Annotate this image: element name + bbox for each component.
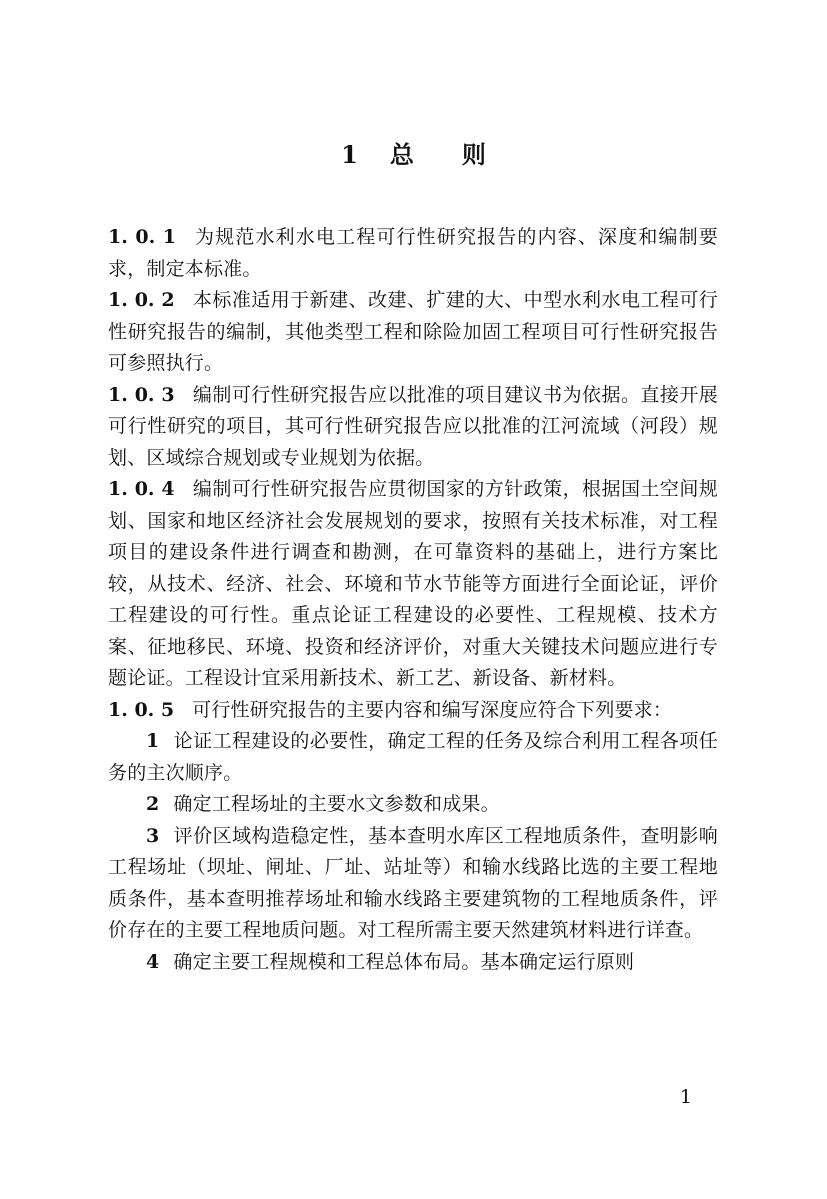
- chapter-title-part2: 则: [461, 140, 486, 169]
- item-text: 论证工程建设的必要性，确定工程的任务及综合利用工程各项任务的主次顺序。: [108, 730, 718, 784]
- list-item-4: [108, 947, 718, 979]
- list-item-3: [108, 821, 718, 947]
- clause-1-0-1: [108, 222, 718, 285]
- clause-number: 1. 0. 5: [108, 698, 175, 721]
- clause-1-0-3: [108, 380, 718, 475]
- clause-1-0-4: [108, 474, 718, 695]
- clause-number: 1. 0. 2: [108, 289, 175, 311]
- item-text: 评价区域构造稳定性，基本查明水库区工程地质条件，查明影响工程场址（坝址、闸址、厂址、站址等）和输水线路比选的主要工程地质条件，基本查明推荐场址和输水线路主要建筑物的工程地质条件，评价存在的主要工程地质问题。对工程所需主要天然建筑材料进行详查。: [108, 824, 718, 941]
- item-text: 确定主要工程规模和工程总体布局。基本确定运行原则: [173, 950, 635, 973]
- list-item-1: [108, 726, 718, 789]
- clause-text: 本标准适用于新建、改建、扩建的大、中型水利水电工程可行性研究报告的编制，其他类型工程和除险加固工程项目可行性研究报告可参照执行。: [108, 289, 718, 374]
- item-number: 3: [146, 824, 160, 847]
- clause-1-0-5: [108, 695, 718, 727]
- clause-text: 可行性研究报告的主要内容和编写深度应符合下列要求：: [192, 698, 673, 721]
- chapter-title-part1: 总: [389, 140, 414, 169]
- clause-number: 1. 0. 1: [108, 226, 177, 248]
- clause-number: 1. 0. 3: [108, 383, 175, 406]
- clause-text: 编制可行性研究报告应以批准的项目建议书为依据。直接开展可行性研究的项目，其可行性研究报告应以批准的江河流域（河段）规划、区域综合规划或专业规划为依据。: [108, 383, 718, 469]
- list-item-2: [108, 789, 718, 821]
- clause-number: 1. 0. 4: [108, 478, 175, 500]
- clause-text: 为规范水利水电工程可行性研究报告的内容、深度和编制要求，制定本标准。: [108, 226, 718, 280]
- clause-text: 编制可行性研究报告应贯彻国家的方针政策，根据国土空间规划、国家和地区经济社会发展规划的要求，按照有关技术标准，对工程项目的建设条件进行调查和勘测，在可靠资料的基础上，进行方案比较，从技术、经济、社会、环境和节水节能等方面进行全面论证，评价工程建设的可行性。重点论证工程建设的必要性、工程规模、技术方案、征地移民、环境、投资和经济评价，对重大关键技术问题应进行专题论证。工程设计宜采用新技术、新工艺、新设备、新材料。: [108, 478, 718, 689]
- chapter-title: [0, 138, 827, 172]
- item-number: 1: [146, 730, 160, 752]
- document-body: [108, 222, 718, 978]
- item-number: 2: [146, 793, 160, 815]
- chapter-number: 1: [341, 140, 358, 169]
- item-text: 确定工程场址的主要水文参数和成果。: [173, 793, 500, 815]
- item-number: 4: [146, 950, 160, 973]
- clause-1-0-2: [108, 285, 718, 380]
- page-number: 1: [679, 1086, 692, 1108]
